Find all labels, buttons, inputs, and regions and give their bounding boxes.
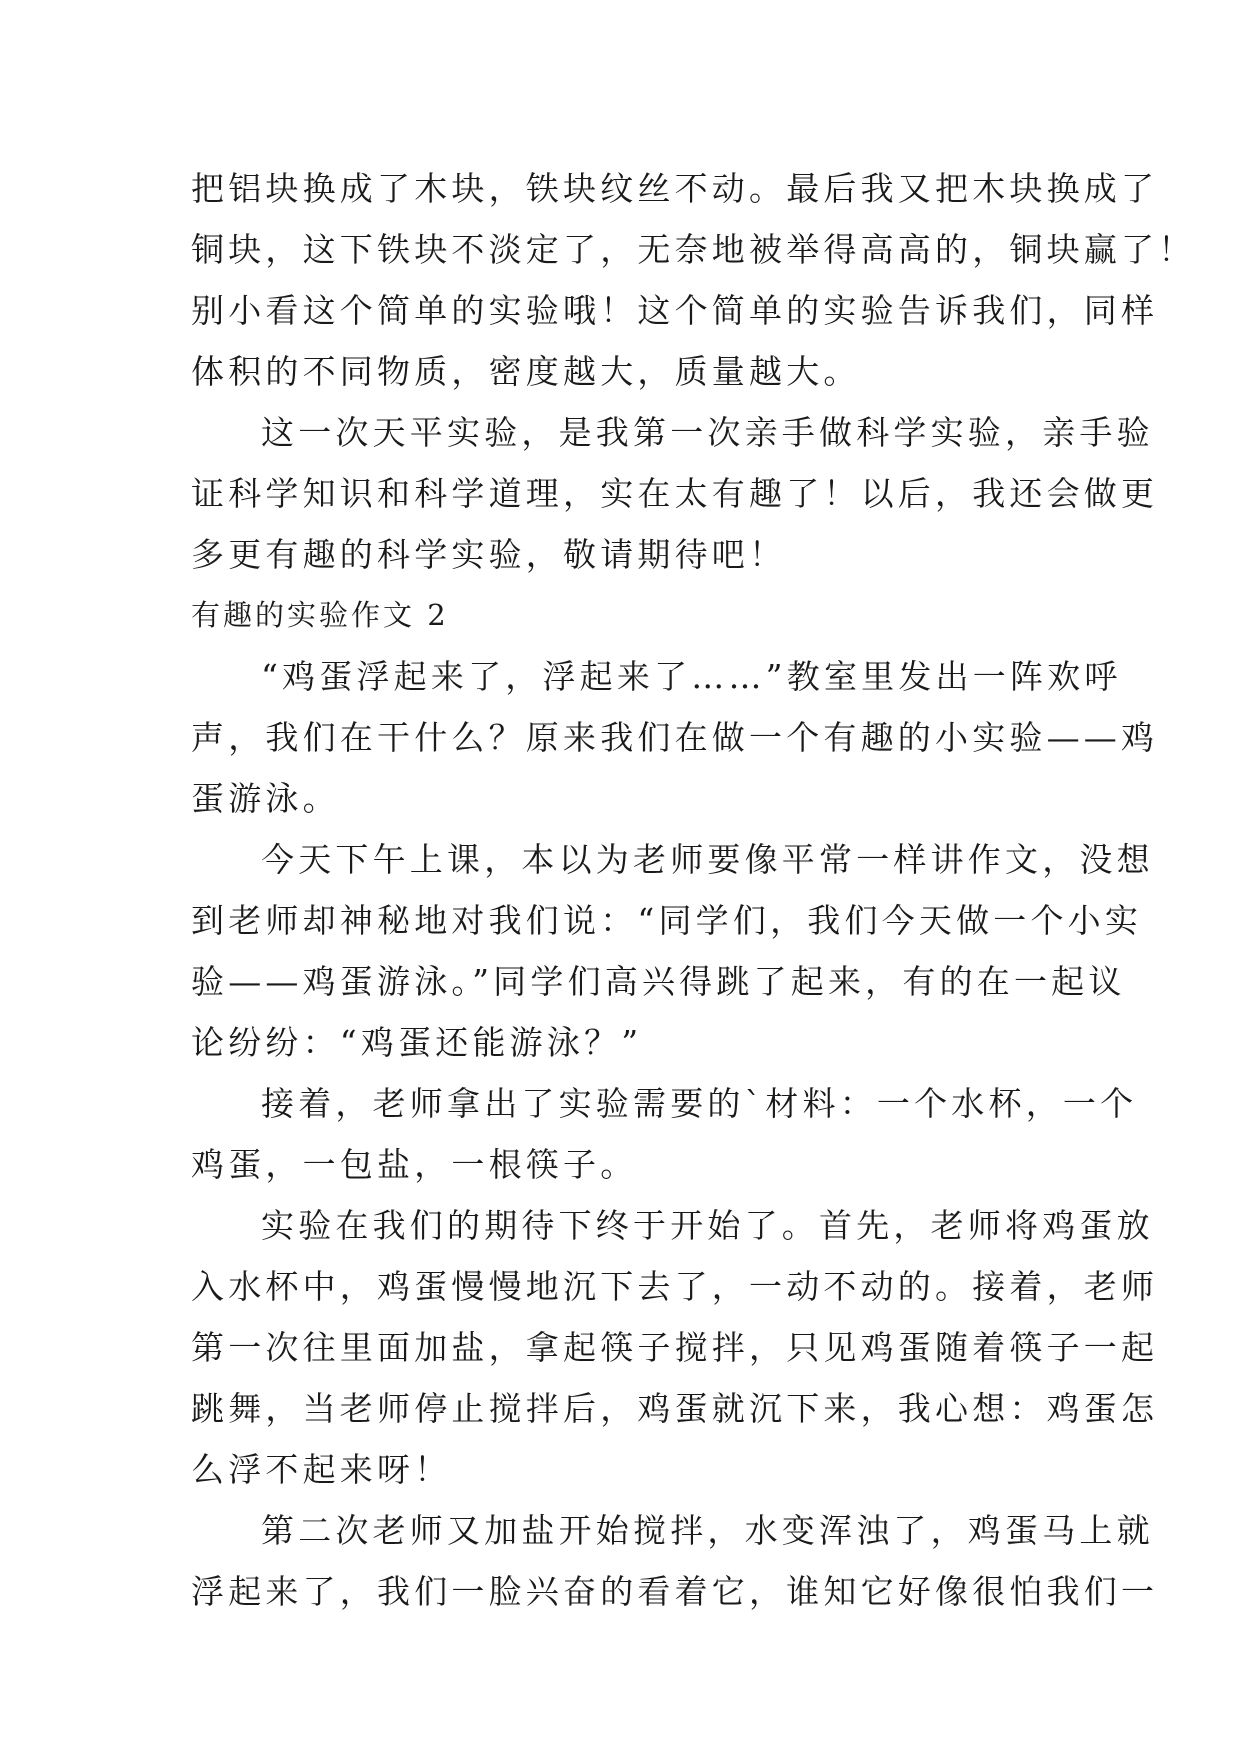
paragraph (191, 402, 1159, 585)
text-line: 到老师却神秘地对我们说：“同学们，我们今天做一个小实 (191, 901, 1143, 940)
paragraph (191, 646, 1159, 829)
text-line: 这一次天平实验，是我第一次亲手做科学实验，亲手验 (261, 413, 1154, 452)
text-line: 证科学知识和科学道理，实在太有趣了！以后，我还会做更 (191, 474, 1159, 513)
document-page (191, 158, 1196, 1622)
text-line: 接着，老师拿出了实验需要的`材料：一个水杯，一个 (261, 1084, 1138, 1123)
paragraph (191, 1500, 1159, 1622)
paragraph (191, 829, 1154, 1073)
text-line: 声，我们在干什么？原来我们在做一个有趣的小实验——鸡 (191, 718, 1159, 757)
paragraph (191, 158, 1196, 402)
section-heading (191, 585, 1053, 646)
text-line: “鸡蛋浮起来了，浮起来了……”教室里发出一阵欢呼 (261, 657, 1122, 696)
text-line: 第一次往里面加盐，拿起筷子搅拌，只见鸡蛋随着筷子一起 (191, 1328, 1159, 1367)
heading-text: 有趣的实验作文 2 (191, 598, 449, 632)
text-line: 别小看这个简单的实验哦！这个简单的实验告诉我们，同样 (191, 291, 1159, 330)
text-line: 浮起来了，我们一脸兴奋的看着它，谁知它好像很怕我们一 (191, 1572, 1159, 1611)
paragraph (191, 1195, 1159, 1500)
paragraph (191, 1073, 1138, 1195)
text-line: 验——鸡蛋游泳。”同学们高兴得跳了起来，有的在一起议 (191, 962, 1126, 1001)
text-line: 今天下午上课，本以为老师要像平常一样讲作文，没想 (261, 840, 1154, 879)
text-line: 体积的不同物质，密度越大，质量越大。 (191, 352, 861, 391)
text-line: 铜块，这下铁块不淡定了，无奈地被举得高高的，铜块赢了！ (191, 230, 1196, 269)
text-line: 把铝块换成了木块，铁块纹丝不动。最后我又把木块换成了 (191, 169, 1159, 208)
text-line: 入水杯中，鸡蛋慢慢地沉下去了，一动不动的。接着，老师 (191, 1267, 1159, 1306)
text-line: 跳舞，当老师停止搅拌后，鸡蛋就沉下来，我心想：鸡蛋怎 (191, 1389, 1159, 1428)
text-line: 论纷纷：“鸡蛋还能游泳？” (191, 1023, 643, 1062)
text-line: 第二次老师又加盐开始搅拌，水变浑浊了，鸡蛋马上就 (261, 1511, 1154, 1550)
text-line: 实验在我们的期待下终于开始了。首先，老师将鸡蛋放 (261, 1206, 1154, 1245)
text-line: 鸡蛋，一包盐，一根筷子。 (191, 1145, 638, 1184)
text-line: 么浮不起来呀！ (191, 1450, 452, 1489)
text-line: 多更有趣的科学实验，敬请期待吧！ (191, 535, 787, 574)
text-line: 蛋游泳。 (191, 779, 340, 818)
